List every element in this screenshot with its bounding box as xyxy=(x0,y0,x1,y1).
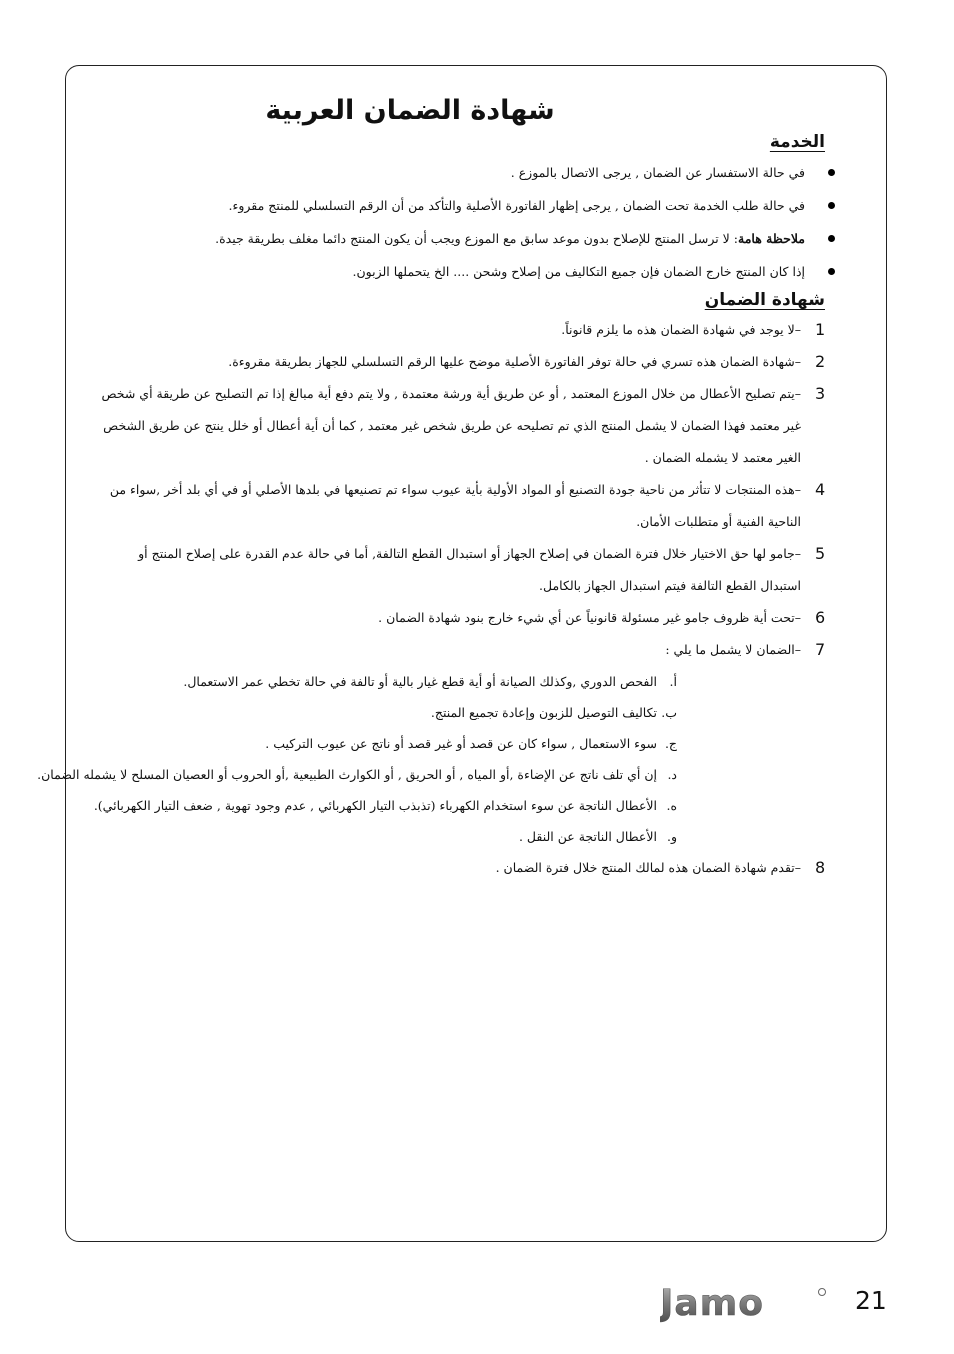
list-item: ملاحظة هامة: لا ترسل المنتج للإصلاح بدون موعد سابق مع الموزع ويجب أن يكون المنتج دائما مغلف بطريقة جيدة. xyxy=(95,222,835,255)
term-number: 8 xyxy=(815,858,826,877)
warranty-heading: شهادة الضمان xyxy=(704,290,825,310)
page-number: 21 xyxy=(855,1286,887,1315)
term-number: 2 xyxy=(815,352,826,371)
service-heading: الخدمة xyxy=(769,132,825,152)
exclusion-item: ج. سوء الاستعمال , سواء كان عن قصد أو غير قصد أو ناتج عن عيوب التركيب . xyxy=(265,736,677,751)
important-note-label: ملاحظة هامة xyxy=(738,231,805,246)
term-number: 1 xyxy=(815,320,826,339)
exclusion-item: ب. تكاليف التوصيل للزبون وإعادة تجميع المنتج. xyxy=(430,705,677,720)
term-item: 2 –شهادة الضمان هذه تسري في حالة توفر الفاتورة الأصلية موضح عليها الرقم التسلسلي للجهاز بطريقة مقروءة. xyxy=(95,346,835,378)
exclusion-item: و. الأعطال الناتجة عن النقل . xyxy=(518,829,677,844)
term-number: 3 xyxy=(815,384,826,403)
list-item: إذا كان المنتج خارج الضمان فإن جميع التكاليف من إصلاح وشحن .... الخ يتحملها الزبون. xyxy=(95,255,835,288)
term-number: 5 xyxy=(815,544,826,563)
bullet-icon xyxy=(828,268,835,275)
bullet-icon xyxy=(828,169,835,176)
exclusion-item: ه. الأعطال الناتجة عن سوء استخدام الكهرباء (تذبذب التيار الكهربائي , عدم وجود تهوية , ضعف التيار الكهربائي). xyxy=(93,798,677,813)
term-item: 7 –الضمان لا يشمل ما يلي : أ. الفحص الدوري ,وكذلك الصيانة أو أية قطع غيار بالية أو تالفة في حالة تخطي عمر الاستعمال. ب. تكاليف التوصيل للزبون وإعادة تجميع المنتج. ج. سوء الاستعمال , سواء كان عن قصد أو غير قصد أو ناتج عن عيوب التركيب . د. إن أي تلف ناتج عن الإضاءة ,أو المياه , أو الحريق , أو الكوارث الطبيعية ,أو الحروب أو العصيان المسلح لا يشمله الضمان. ه. الأعطال الناتجة عن سوء استخدام الكهرباء (تذبذب التيار الكهربائي , عدم وجود تهوية , ضعف التيار الكهربائي). و. الأعطال الناتجة عن النقل . xyxy=(95,634,835,852)
term-number: 6 xyxy=(815,608,826,627)
exclusion-item: أ. الفحص الدوري ,وكذلك الصيانة أو أية قطع غيار بالية أو تالفة في حالة تخطي عمر الاستعمال. xyxy=(183,674,677,689)
term-item: 8 –تقدم شهادة الضمان هذه لمالك المنتج خلال فترة الضمان . xyxy=(95,852,835,884)
list-item: في حالة طلب الخدمة تحت الضمان , يرجى إظهار الفاتورة الأصلية والتأكد من أن الرقم التسلسلي للمنتج مقروء. xyxy=(95,189,835,222)
warranty-terms xyxy=(37,314,835,884)
term-item: 1 –لا يوجد في شهادة الضمان هذه ما يلزم قانوناً. xyxy=(95,314,835,346)
bullet-icon xyxy=(828,235,835,242)
jamo-logo xyxy=(660,1284,830,1328)
bullet-icon xyxy=(828,202,835,209)
document-title: شهادة الضمان العربية xyxy=(265,95,555,126)
term-item: 5 –جامو لها حق الاختيار خلال فترة الضمان في إصلاح الجهاز أو استبدال القطع التالفة, أما في حالة عدم القدرة على إصلاح المنتج أو استبدال القطع التالفة فيتم استبدال الجهاز بالكامل. xyxy=(95,538,835,602)
exclusion-item: د. إن أي تلف ناتج عن الإضاءة ,أو المياه , أو الحريق , أو الكوارث الطبيعية ,أو الحروب أو العصيان المسلح لا يشمله الضمان. xyxy=(37,767,677,782)
service-list xyxy=(95,156,835,288)
term-number: 7 xyxy=(815,640,826,659)
svg-text:Jamo: Jamo xyxy=(660,1284,764,1324)
term-item: 4 –هذه المنتجات لا تتأثر من ناحية جودة التصنيع أو المواد الأولية بأية عيوب سواء تم تصنيعها في بلدها الأصلي أو في أي بلد أخر ,سواء من الناحية الفنية أو متطلبات الأمان. xyxy=(95,474,835,538)
term-item: 3 –يتم تصليح الأعطال من خلال الموزع المعتمد , أو عن طريق أية ورشة معتمدة , ولا يتم دفع أية مبالغ إذا تم التصليح عن طريقة أي شخص غير معتمد فهذا الضمان لا يشمل المنتج الذي تم تصليحه عن طريق شخص غير معتمد , كما أن أية أعطال أو خلل ينتج عن طريق الشخص الغير معتمد لا يشمله الضمان . xyxy=(95,378,835,474)
term-number: 4 xyxy=(815,480,826,499)
exclusions-list xyxy=(37,666,801,852)
term-item: 6 –تحت أية ظروف جامو غير مسئولة قانونياً عن أي شيء خارج بنود شهادة الضمان . xyxy=(95,602,835,634)
list-item: في حالة الاستفسار عن الضمان , يرجى الاتصال بالموزع . xyxy=(95,156,835,189)
document-content xyxy=(37,95,835,884)
